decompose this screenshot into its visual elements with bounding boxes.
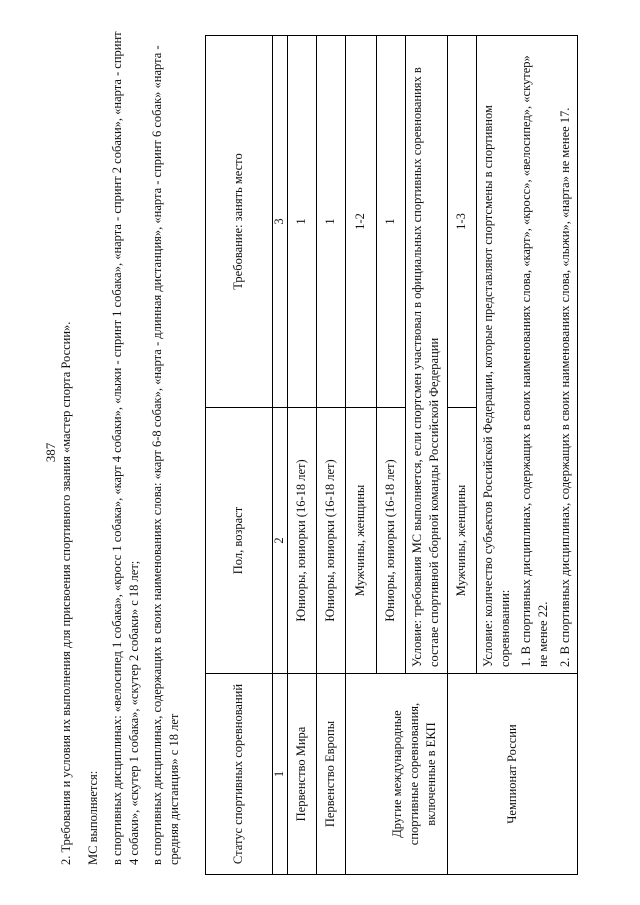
- place-cell: 1: [317, 36, 346, 408]
- gender-age-cell: Юниоры, юниорки (16-18 лет): [288, 408, 317, 674]
- column-number: 1: [273, 674, 288, 875]
- section-heading: 2. Требования и условия их выполнения для присвоения спортивного звания «мастер спорта России».: [59, 321, 73, 865]
- status-cell: Первенство Европы: [317, 674, 346, 875]
- table-row: [346, 36, 377, 875]
- table-header-row: [206, 36, 273, 875]
- page-number: 387: [43, 442, 58, 463]
- column-number: 2: [273, 408, 288, 674]
- header-status: Статус спортивных соревнований: [206, 674, 273, 875]
- place-cell: 1-3: [447, 36, 476, 408]
- header-requirement: Требование: занять место: [206, 36, 273, 408]
- place-cell: 1-2: [346, 36, 377, 408]
- condition-text: Условие: количество субъектов Российской Федерации, которые представляют спортсмены в спортивном соревновании:: [480, 105, 512, 667]
- requirements-table: [205, 35, 578, 875]
- intl-condition-cell: Условие: требования МС выполняется, если спортсмен участвовал в официальных спортивных соревнованиях в составе спортивной сборной команды Российской Федерации: [406, 36, 448, 674]
- table-row: [288, 36, 317, 875]
- condition-text: 2. В спортивных дисциплинах, содержащих в своих наименованиях слова, «лыжи», «нарта» не менее 17.: [557, 107, 572, 667]
- gender-age-cell: Мужчины, женщины: [346, 408, 377, 674]
- status-cell: Чемпионат России: [447, 674, 577, 875]
- status-cell: Первенство Мира: [288, 674, 317, 875]
- gender-age-cell: Юниоры, юниорки (16-18 лет): [377, 408, 406, 674]
- table-row: [447, 36, 476, 875]
- column-number: 3: [273, 36, 288, 408]
- paragraph-disciplines-1: в спортивных дисциплинах: «велосипед 1 собака», «кросс 1 собака», «карт 4 собаки», «лыжи - спринт 1 собака», «нарта - спринт 2 собаки», «нарта - спринт 4 собаки», «скутер 1 собака», «скутер 2 собаки» с 18 лет;: [109, 31, 141, 865]
- russia-condition-cell: [476, 36, 577, 674]
- condition-text: 1. В спортивных дисциплинах, содержащих в своих наименованиях слова, «карт», «кросс», «велосипед», «скутер» не менее 22.: [519, 55, 551, 667]
- table-row: [317, 36, 346, 875]
- status-cell: Другие международные спортивные соревнования, включенные в ЕКП: [346, 674, 448, 875]
- intro-text: [58, 25, 190, 865]
- gender-age-cell: Мужчины, женщины: [447, 408, 476, 674]
- header-gender-age: Пол, возраст: [206, 408, 273, 674]
- column-number-row: [273, 36, 288, 875]
- gender-age-cell: Юниоры, юниорки (16-18 лет): [317, 408, 346, 674]
- place-cell: 1: [288, 36, 317, 408]
- mc-intro: МС выполняется:: [86, 770, 101, 865]
- place-cell: 1: [377, 36, 406, 408]
- paragraph-disciplines-2: в спортивных дисциплинах, содержащих в своих наименованиях слова: «карт 6-8 собак», «нарта - длинная дистанция», «нарта - спринт 6 собак» «нарта - средняя дистанция» с 18 лет: [150, 45, 182, 865]
